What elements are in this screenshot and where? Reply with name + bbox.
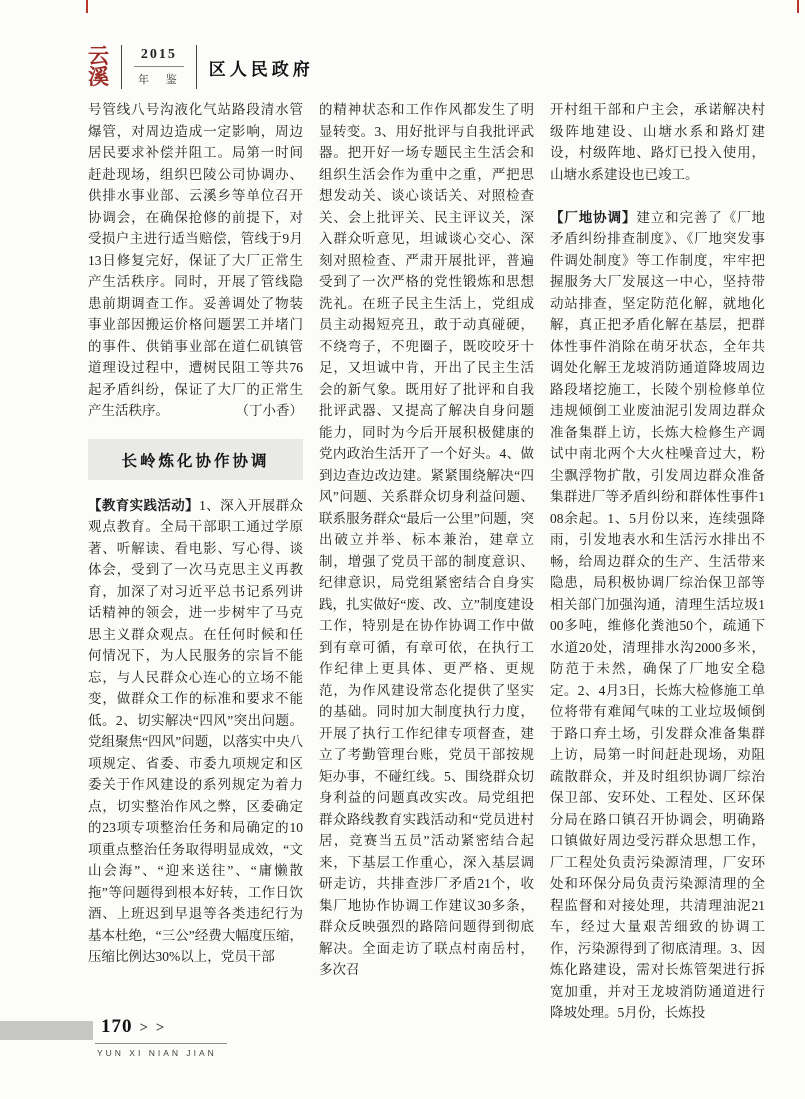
paragraph xyxy=(550,207,765,1024)
subsection-label: 【教育实践活动】 xyxy=(88,497,200,513)
year-block xyxy=(134,47,184,87)
byline: （丁小香） xyxy=(235,403,303,418)
page-number-row xyxy=(101,1016,166,1038)
logo-char-bottom: 溪 xyxy=(88,65,109,89)
header-divider-2 xyxy=(196,45,197,89)
paragraph xyxy=(88,495,303,968)
yearbook-logo xyxy=(88,46,109,88)
crop-mark-right xyxy=(797,0,799,13)
page-arrows: > > xyxy=(139,1020,167,1036)
chapter-title: 区人民政府 xyxy=(208,59,314,79)
yearbook-label: 年 鉴 xyxy=(134,66,184,87)
header-divider-1 xyxy=(121,45,122,89)
article-columns xyxy=(88,99,764,1024)
page-number: 170 xyxy=(101,1016,133,1037)
logo-char-top: 云 xyxy=(88,44,109,68)
paragraph-text: 1、深入开展群众观点教育。全局干部职工通过学原著、听解读、看电影、写心得、谈体会，受到了一次马克思主义再教育，加深了对习近平总书记系列讲话精神的领会，进一步树牢了马克思主义群众观点。在任何时候和任何情况下，为人民服务的宗旨不能忘，与人民群众心连心的立场不能变，做群众工作的标准和要求不能低。2、切实解决“四风”突出问题。党组聚焦“四风”问题，以落实中央八项规定、省委、市委九项规定和区委关于作风建设的系列规定为着力点，切实整治作风之弊，区委确定的23项专项整治任务和局确定的10项重点整治任务取得明显成效，“文山会海”、“迎来送往”、“庸懒散拖”等问题得到根本好转，工作日饮酒、上班迟到早退等各类违纪行为基本杜绝，“三公”经费大幅度压缩，压缩比例达30%以上，党员干部 xyxy=(88,497,304,964)
page-header xyxy=(88,44,314,90)
paragraph-continuation: 号管线八号沟液化气站路段清水管爆管，对周边造成一定影响，周边居民要求补偿并阻工。局第一时间赶赴现场，组织巴陵公司协调办、供排水事业部、云溪乡等单位召开协调会，在确保抢修的前提下，对受损户主进行适当赔偿，管线于9月13日修复完好，保证了大厂正常生产生活秩序。同时，开展了管线隐患前期调查工作。妥善调处了物装事业部因搬运价格问题罢工并堵门的事件、供销事业部在道仁矶镇管道理设过程中，遭树民阻工等共76起矛盾纠纷，保证了大厂的正常生产生活秩序。 xyxy=(88,102,303,418)
footer-pinyin: YUN XI NIAN JIAN xyxy=(97,1048,217,1058)
footer-bar xyxy=(0,1021,93,1040)
paragraph-text: 建立和完善了《厂地矛盾纠纷排查制度》、《厂地突发事件调处制度》等工作制度，牢牢把握服务大厂发展这一中心，坚持带动站排查，坚定防范化解，就地化解，真正把矛盾化解在基层，把群体性事件消除在萌牙状态，全年共调处化解王龙坡消防通道降坡周边路段堵挖施工，长陵个别检修单位违规倾倒工业废油泥引发周边群众准备集群上访，长炼大检修生产调试中南北两个大火柱噪音过大，粉尘飘浮物扩散，引发周边群众准备集群进厂等矛盾纠纷和群体性事件108余起。1、5月份以来，连续强降雨，引发地表水和生活污水排出不畅，给周边群众的生产、生活带来隐患，局积极协调厂综治保卫部等相关部门加强沟通，清理生活垃圾100多吨，维修化粪池50个，疏通下水道20处，清理排水沟2000多米，防范于未然，确保了厂地安全稳定。2、4月3日，长炼大检修施工单位将带有难闻气味的工业垃圾倾倒于路口弃土场，引发群众准备集群上访，局第一时间赶赴现场，劝阻疏散群众，并及时组织协调厂综治保卫部、安环处、工程处、区环保分局在路口镇召开协调会，明确路口镇做好周边受污群众思想工作，厂工程处负责污染源清理，厂安环处和环保分局负责污染源清理的全程监督和对接处理，共清理油泥21车，经过大量艰苦细致的协调工作，污染源得到了彻底清理。3、因炼化路建设，需对长炼管架进行拆宽加重，并对王龙坡消防通道进行降坡处理。5月份，长炼投 xyxy=(550,209,766,1020)
year-label: 2015 xyxy=(140,47,177,62)
column-1 xyxy=(88,99,303,1024)
paragraph: 开村组干部和户主会，承诺解决村级阵地建设、山塘水系和路灯建设，村级阵地、路灯已投入使用，山塘水系建设也已竣工。 xyxy=(550,102,765,182)
crop-mark-left xyxy=(86,0,88,13)
article-title-box: 长岭炼化协作协调 xyxy=(88,439,303,480)
subsection-label: 【厂地协调】 xyxy=(550,209,637,225)
paragraph: 的精神状态和工作作风都发生了明显转变。3、用好批评与自我批评武器。把开好一场专题民主生活会和组织生活会作为重中之重，严把思想发动关、谈心谈话关、对照检查关、会上批评关、民主评议关，深入群众听意见，坦诚谈心交心、深刻对照检查、严肃开展批评，普遍受到了一次严格的党性锻炼和思想洗礼。在班子民主生活上，党组成员主动揭短亮丑，敢于动真碰硬，不绕弯子，不兜圈子，既咬咬牙十足，又坦诚中肯，开出了民主生活会的新气象。既用好了批评和自我批评武器、又提高了解决自身问题能力，同时为今后开展积极健康的党内政治生活开了一个好头。4、做到边查边改边建。紧紧围绕解决“四风”问题、关系群众切身利益问题、联系服务群众“最后一公里”问题，突出破立并举、标本兼治，建章立制，增强了党员干部的制度意识、纪律意识，局党组紧密结合自身实践，扎实做好“废、改、立”制度建设工作，特别是在协作协调工作中做到有章可循，有章可依，在执行工作纪律上更具体、更严格、更规范，为作风建设常态化提供了坚实的基础。同时加大制度执行力度，开展了执行工作纪律专项督查，建立了考勤管理台账，党员干部按规矩办事，不碰红线。5、围绕群众切身利益的问题真改实改。局党组把群众路线教育实践活动和“党员进村居，竞赛当五员”活动紧密结合起来，下基层工作重心，深入基层调研走访，共排查涉厂矛盾21个，收集厂地协作协调工作建议30多条，群众反映强烈的路陪问题得到彻底解决。全面走访了联点村南岳村，多次召 xyxy=(319,102,534,977)
column-2 xyxy=(319,99,534,1024)
footer-rule xyxy=(95,1043,227,1044)
column-3 xyxy=(550,99,765,1024)
